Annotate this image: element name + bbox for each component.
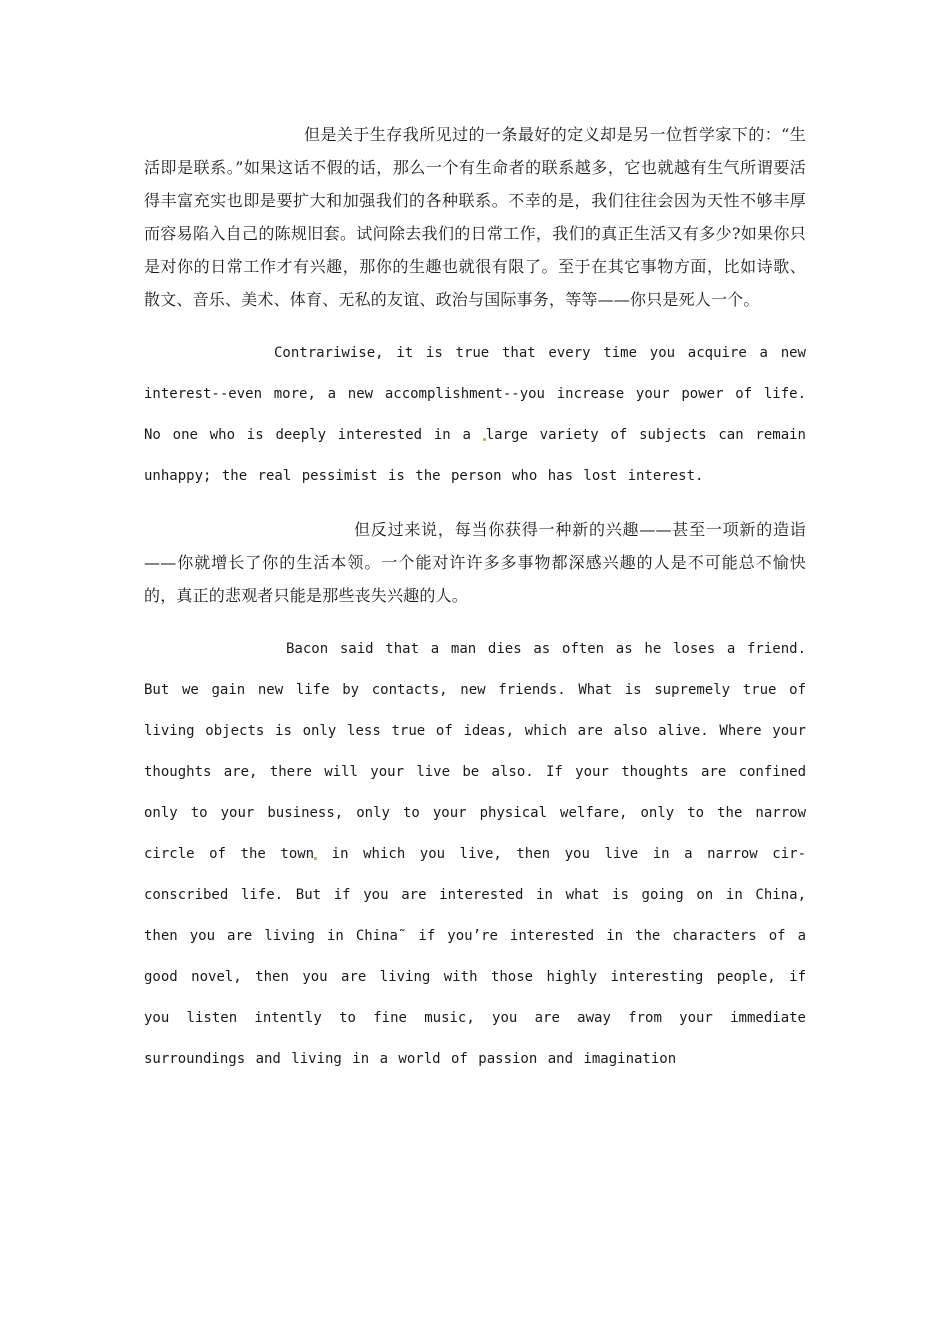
paragraph-chinese-2 [144, 513, 806, 612]
paragraph-english-1 [144, 333, 806, 497]
paragraph-text: 但是关于生存我所见过的一条最好的定义却是另一位哲学家下的：“生活即是联系。”如果这话不假的话，那么一个有生命者的联系越多，它也就越有生气所谓要活得丰富充实也即是要扩大和加强我们的各种联系。不幸的是，我们往往会因为天性不够丰厚而容易陷入自己的陈规旧套。试问除去我们的日常工作，我们的真正生活又有多少?如果你只是对你的日常工作才有兴趣，那你的生趣也就很有限了。至于在其它事物方面，比如诗歌、散文、音乐、美术、体育、无私的友谊、政治与国际事务，等等——你只是死人一个。 [144, 125, 806, 309]
document-body [144, 118, 806, 1096]
paragraph-chinese-1 [144, 118, 806, 316]
paragraph-text: 但反过来说，每当你获得一种新的兴趣——甚至一项新的造诣——你就增长了你的生活本领。一个能对许许多多事物都深感兴趣的人是不可能总不愉快的，真正的悲观者只能是那些丧失兴趣的人。 [144, 520, 806, 605]
paragraph-text-part-2: large variety of subjects can remain unhappy; the real pessimist is the person who has lost interest. [144, 427, 806, 484]
paragraph-text-part-2: in which you live, then you live in a narrow cir-conscribed life. But if you are interested in what is going on in China, then you are living in China˜ if you’re interested in the characters of a good novel, then you are living with those highly interesting people, if you listen intently to fine music, you are away from your immediate surroundings and living in a world of passion and imagination [144, 846, 807, 1067]
paragraph-text-part-1: Contrariwise, it is true that every time you acquire a new interest--even more, a new accomplishment--you increase your power of life. No one who is deeply interested in a [144, 345, 806, 443]
paragraph-text-part-1: Bacon said that a man dies as often as he loses a friend. But we gain new life by contacts, new friends. What is supremely true of living objects is only less true of ideas, which are also alive. Where your thoughts are, there will your live be also. If your thoughts are confined only to your business, only to your physical welfare, only to the narrow circle of the town [144, 641, 806, 862]
paragraph-english-2 [144, 629, 806, 1080]
